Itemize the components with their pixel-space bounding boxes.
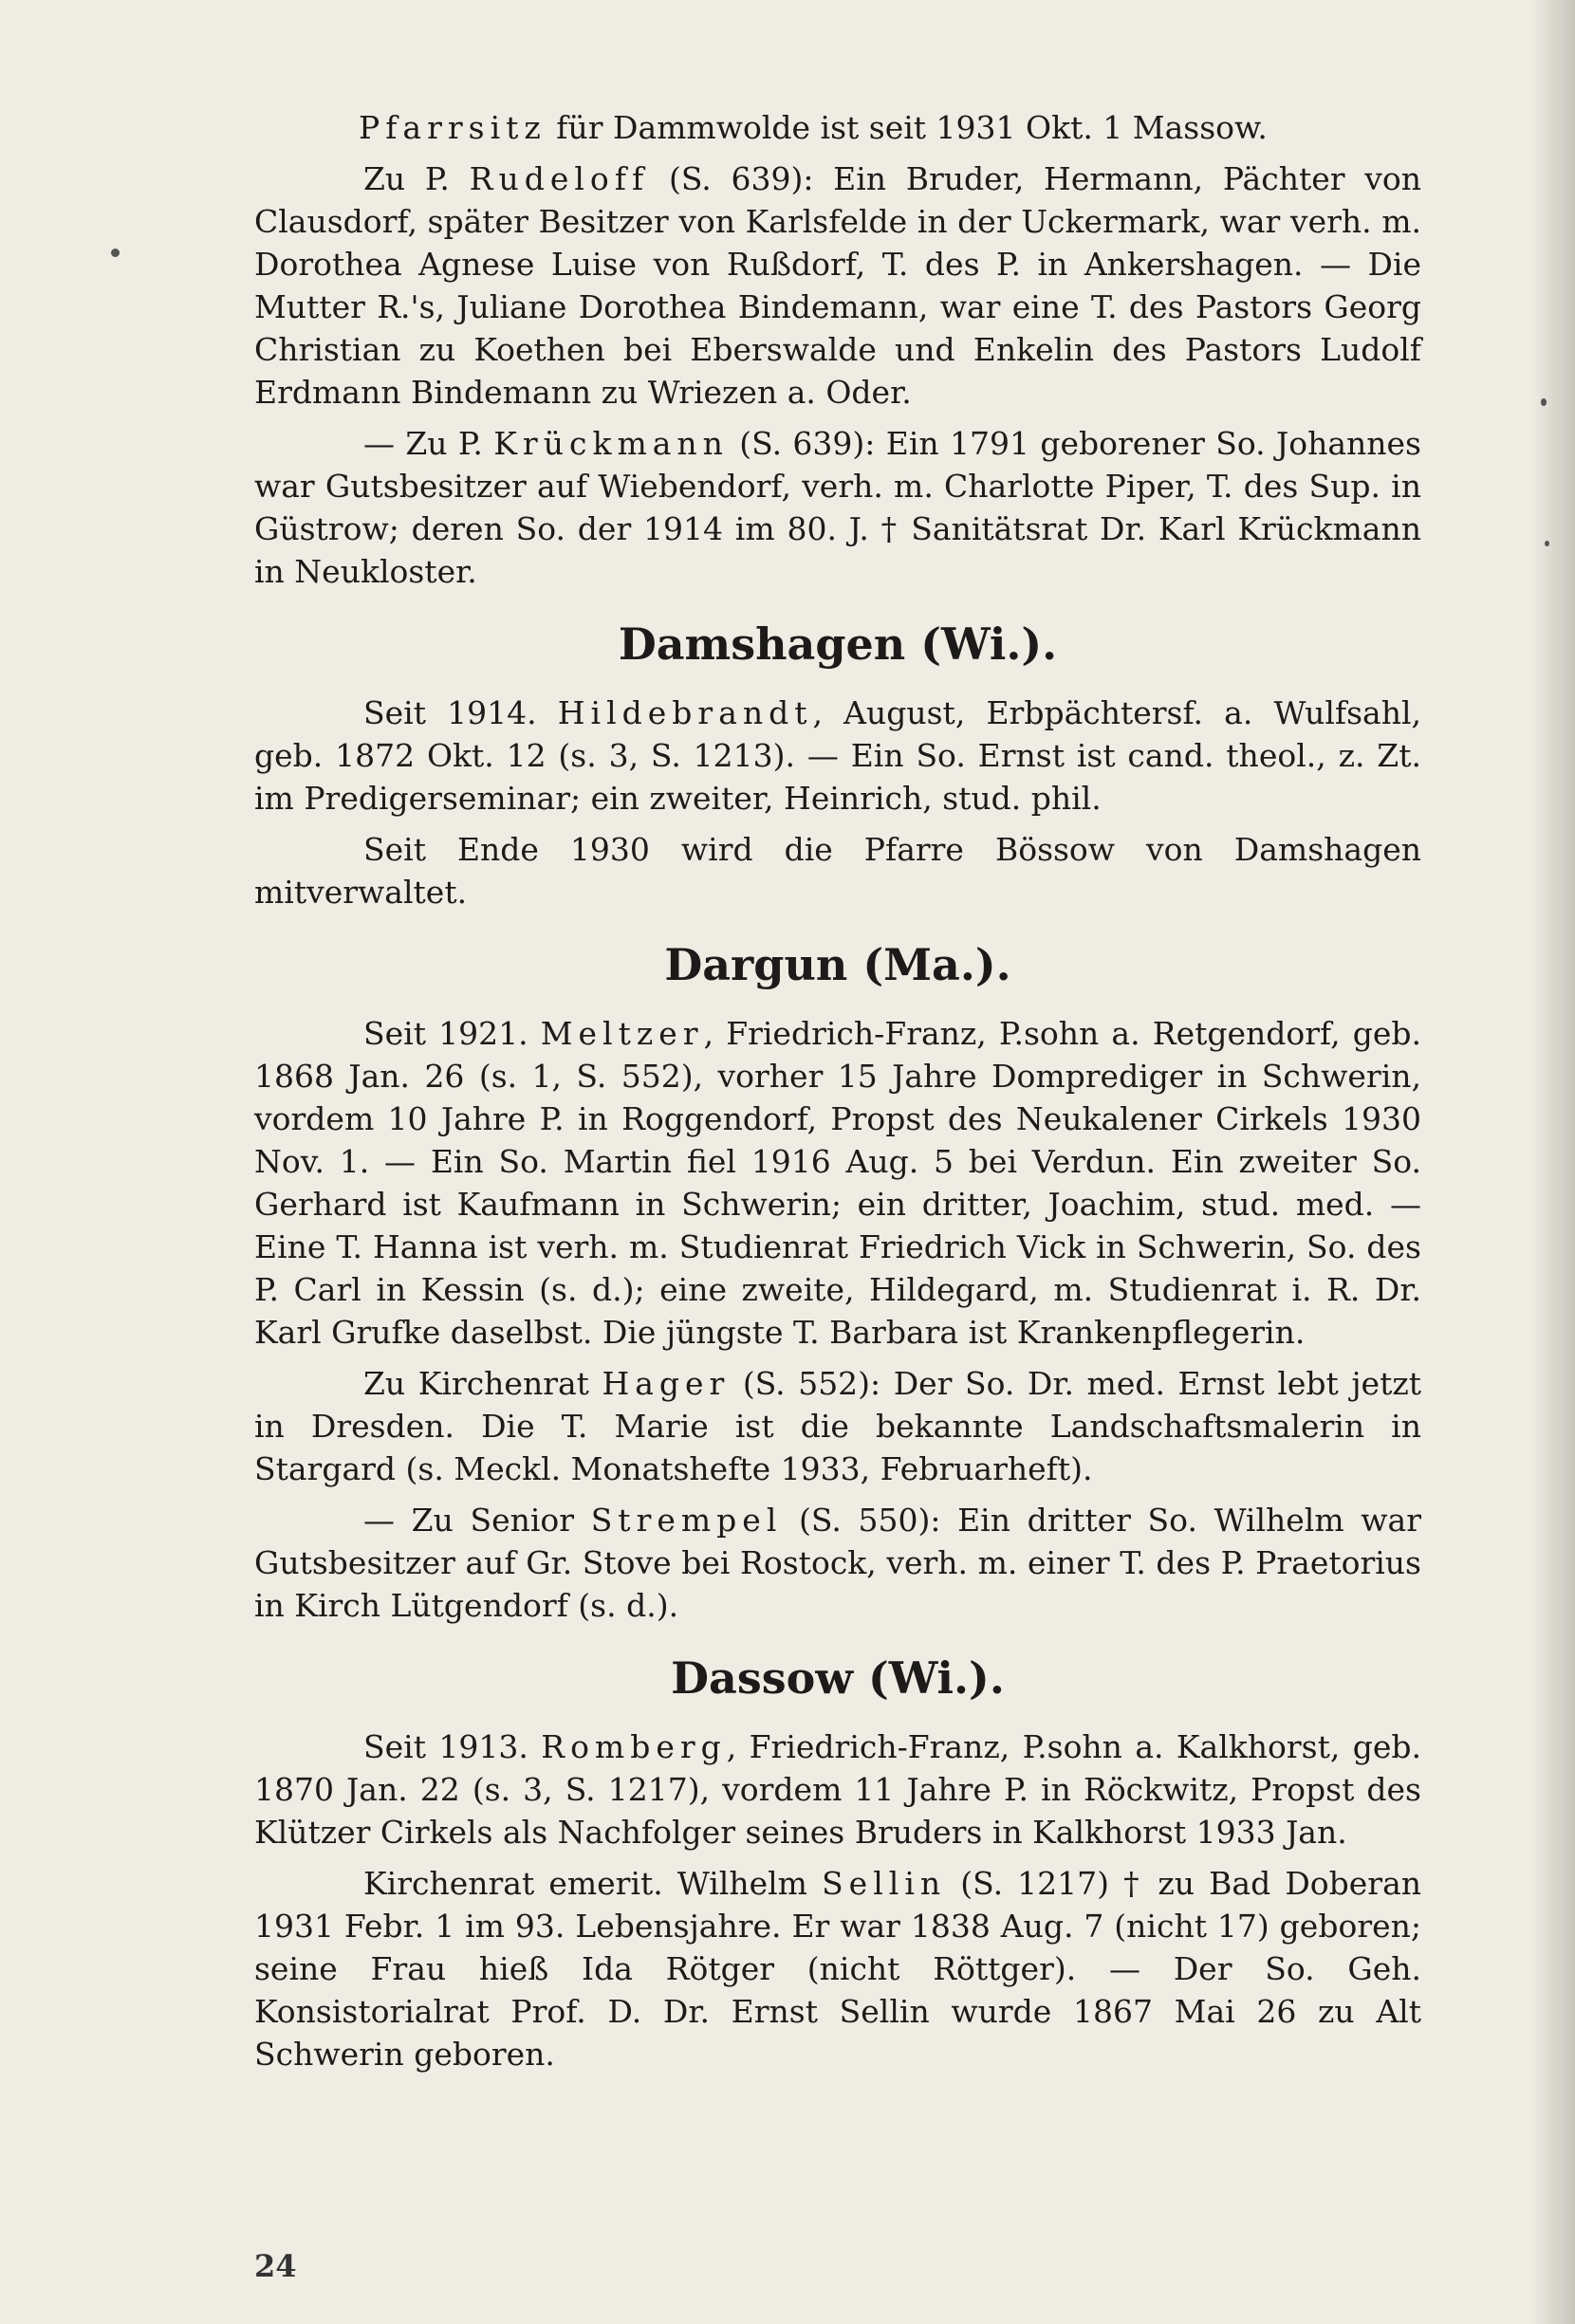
text-run: (S. 552): Der So. Dr. med. Ernst lebt jetzt in Dresden. Die T. Marie ist die bekannte Landschaftsmalerin in Stargard (s. Meckl. Monatshefte 1933, Februarheft). — [254, 1365, 1421, 1487]
spaced-name: Sellin — [822, 1865, 947, 1902]
text-run: (S. 550): Ein dritter So. Wilhelm war Gutsbesitzer auf Gr. Stove bei Rostock, verh. m. einer T. des P. Praetorius in Kirch Lütgendorf (s. d.). — [254, 1502, 1421, 1624]
section-heading: Dargun (Ma.). — [664, 939, 1011, 990]
paragraph — [254, 1012, 1421, 1354]
paragraph — [254, 157, 1421, 414]
spaced-name: Hildebrandt — [557, 694, 813, 731]
text-run: Seit Ende 1930 wird die Pfarre Bössow von Damshagen mitverwaltet. — [254, 831, 1421, 911]
paragraph — [254, 1499, 1421, 1627]
text-run: — Zu P. — [363, 425, 494, 462]
text-run: Seit 1913. — [363, 1728, 542, 1765]
text-run: Kirchenrat emerit. Wilhelm — [363, 1865, 823, 1902]
paragraph — [254, 1725, 1421, 1854]
section-heading: Damshagen (Wi.). — [618, 618, 1058, 670]
spaced-name: Pfarrsitz — [359, 109, 547, 146]
text-run: Zu P. — [363, 160, 470, 197]
paragraph — [254, 422, 1421, 593]
text-run: für Dammwolde ist seit 1931 Okt. 1 Massow. — [546, 109, 1268, 146]
paragraph — [254, 106, 1421, 149]
text-run: Seit 1914. — [363, 694, 558, 731]
paragraph — [254, 692, 1421, 820]
paragraph — [254, 1362, 1421, 1490]
spaced-name: Hager — [602, 1365, 731, 1402]
text-run: — Zu Senior — [363, 1502, 591, 1539]
text-run: (S. 1217) † zu Bad Doberan 1931 Febr. 1 im 93. Lebensjahre. Er war 1838 Aug. 7 (nicht 17) geboren; seine Frau hieß Ida Rötger (nicht Röttger). — Der So. Geh. Konsistorialrat Prof. D. Dr. Ernst Sellin wurde 1867 Mai 26 zu Alt Schwerin geboren. — [254, 1865, 1421, 2073]
page-edge-shadow — [1531, 0, 1575, 2324]
text-run: , August, Erbpächtersf. a. Wulfsahl, geb. 1872 Okt. 12 (s. 3, S. 1213). — Ein So. Ernst ist cand. theol., z. Zt. im Predigerseminar; ein zweiter, Heinrich, stud. phil. — [254, 694, 1422, 817]
text-run: Zu Kirchenrat — [363, 1365, 602, 1402]
text-run: , Friedrich-Franz, P.sohn a. Retgendorf, geb. 1868 Jan. 26 (s. 1, S. 552), vorher 15 Jahre Domprediger in Schwerin, vordem 10 Jahre P. in Roggendorf, Propst des Neukalener Cirkels 1930 Nov. 1. — Ein So. Martin fiel 1916 Aug. 5 bei Verdun. Ein zweiter So. Gerhard ist Kaufmann in Schwerin; ein dritter, Joachim, stud. med. — Eine T. Hanna ist verh. m. Studienrat Friedrich Vick in Schwerin, So. des P. Carl in Kessin (s. d.); eine zweite, Hildegard, m. Studienrat i. R. Dr. Karl Grufke daselbst. Die jüngste T. Barbara ist Krankenpflegerin. — [254, 1015, 1421, 1351]
page-body — [254, 106, 1421, 2084]
page-number: 24 — [254, 2248, 297, 2284]
spaced-name: Meltzer — [540, 1015, 704, 1052]
spaced-name: Krückmann — [493, 425, 729, 462]
spaced-name: Romberg — [541, 1728, 727, 1765]
spaced-name: Rudeloff — [469, 160, 650, 197]
text-run: , Friedrich-Franz, P.sohn a. Kalkhorst, geb. 1870 Jan. 22 (s. 3, S. 1217), vordem 11 Jahre P. in Röckwitz, Propst des Klützer Cirkels als Nachfolger seines Bruders in Kalkhorst 1933 Jan. — [254, 1728, 1422, 1851]
section-heading: Dassow (Wi.). — [671, 1652, 1005, 1704]
spaced-name: Strempel — [590, 1502, 783, 1539]
paragraph — [254, 828, 1421, 913]
text-run: Seit 1921. — [363, 1015, 541, 1052]
ink-speck — [111, 249, 120, 257]
paragraph — [254, 1862, 1421, 2075]
text-run: (S. 639): Ein 1791 geborener So. Johannes war Gutsbesitzer auf Wiebendorf, verh. m. Charlotte Piper, T. des Sup. in Güstrow; deren So. der 1914 im 80. J. † Sanitätsrat Dr. Karl Krückmann in Neukloster. — [254, 425, 1421, 590]
text-run: (S. 639): Ein Bruder, Hermann, Pächter von Clausdorf, später Besitzer von Karlsfelde in der Uckermark, war verh. m. Dorothea Agnese Luise von Rußdorf, T. des P. in Ankershagen. — Die Mutter R.'s, Juliane Dorothea Bindemann, war eine T. des Pastors Georg Christian zu Koethen bei Eberswalde und Enkelin des Pastors Ludolf Erdmann Bindemann zu Wriezen a. Oder. — [254, 160, 1421, 411]
